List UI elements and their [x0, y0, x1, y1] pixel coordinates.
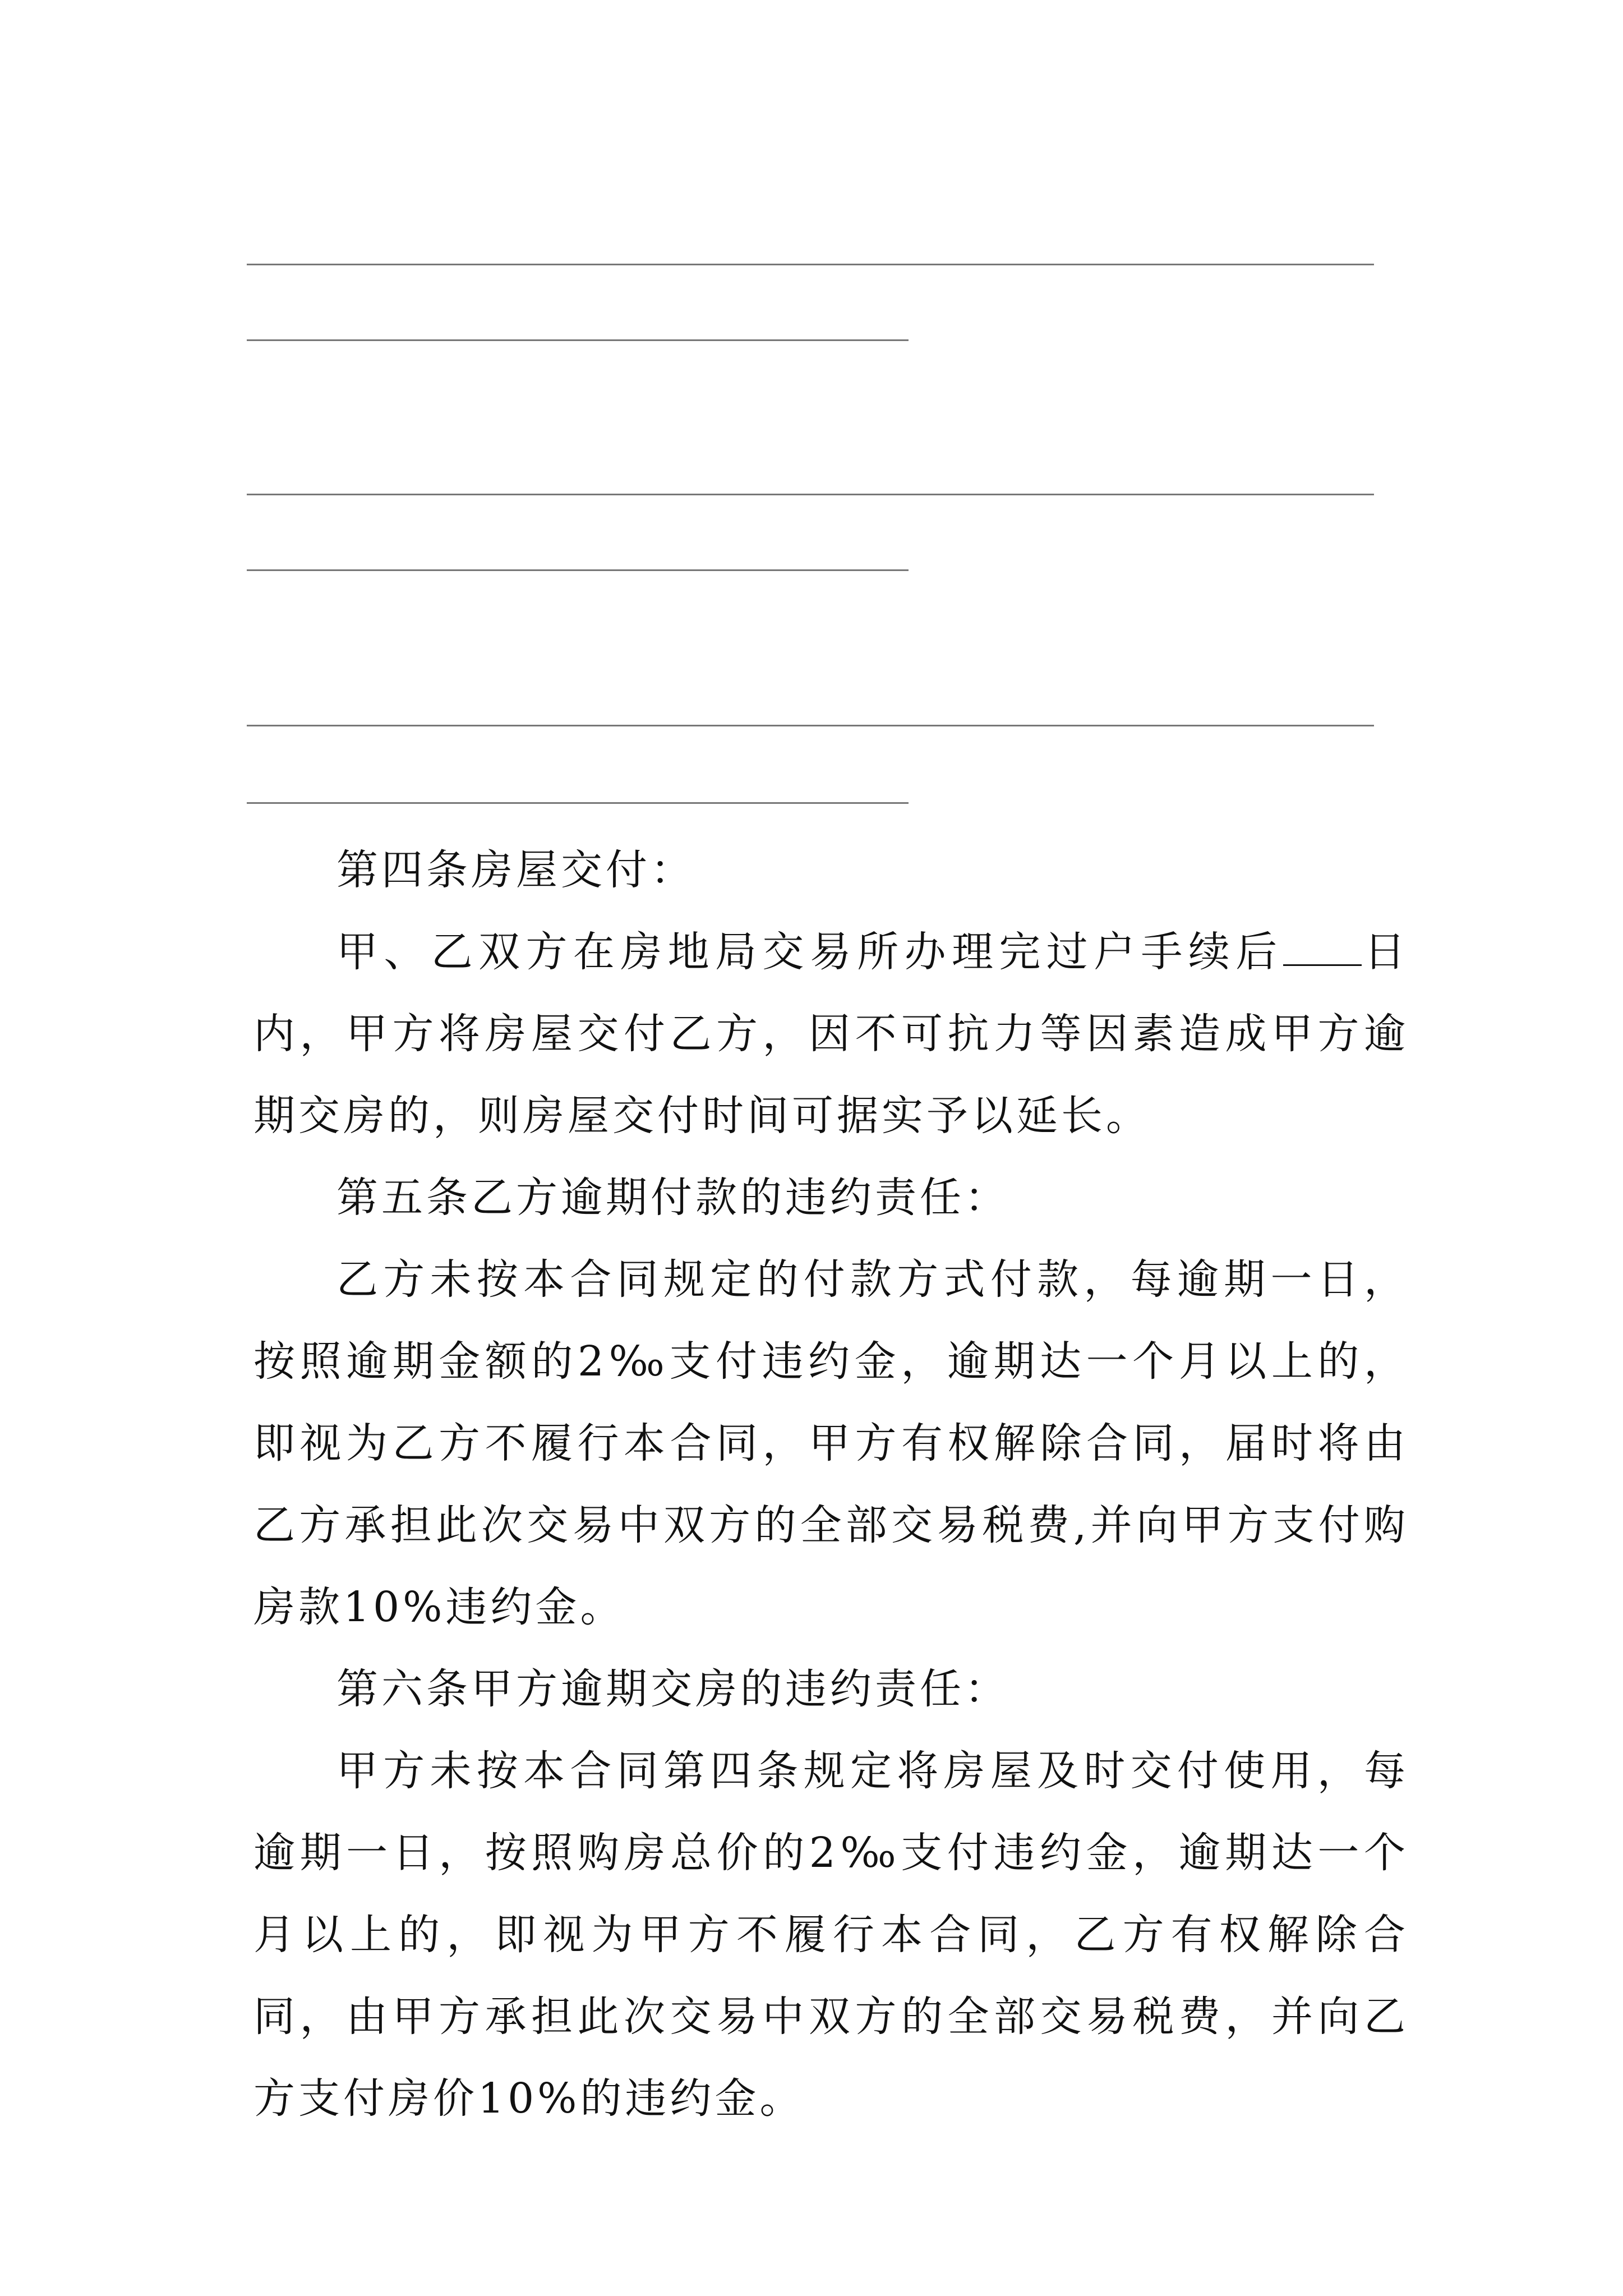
fill-in-line	[247, 339, 909, 341]
article-4-body-start: 甲、乙双方在房地局交易所办理完过户手续后	[336, 928, 1283, 976]
fill-in-line	[247, 494, 1374, 495]
days-blank	[1283, 928, 1362, 966]
fill-in-line	[247, 264, 1374, 265]
article-5-title: 第五条乙方逾期付款的违约责任：	[336, 1174, 1009, 1222]
article-5-body: 乙方未按本合同规定的付款方式付款，每逾期一日，按照逾期金额的2‰支付违约金，逾期达一个月以上的，即视为乙方不履行本合同，甲方有权解除合同，届时将由乙方承担此次交易中双方的全部交易税费,并向甲方支付购房款10%违约金。	[253, 1255, 1409, 1631]
fill-in-line	[247, 725, 1374, 726]
article-6-title: 第六条甲方逾期交房的违约责任：	[336, 1665, 1009, 1713]
article-4-body	[253, 911, 1409, 1157]
fill-in-line	[247, 569, 909, 571]
fill-in-line	[247, 802, 909, 804]
article-4-body-end: 日内，甲方将房屋交付乙方，因不可抗力等因素造成甲方逾期交房的，则房屋交付时间可据实予以延长。	[253, 928, 1409, 1140]
article-6-body: 甲方未按本合同第四条规定将房屋及时交付使用，每逾期一日，按照购房总价的2‰支付违约金，逾期达一个月以上的，即视为甲方不履行本合同，乙方有权解除合同，由甲方承担此次交易中双方的全部交易税费，并向乙方支付房价10%的违约金。	[253, 1747, 1409, 2123]
contract-body	[253, 829, 1409, 2139]
article-4-title: 第四条房屋交付：	[336, 846, 695, 894]
